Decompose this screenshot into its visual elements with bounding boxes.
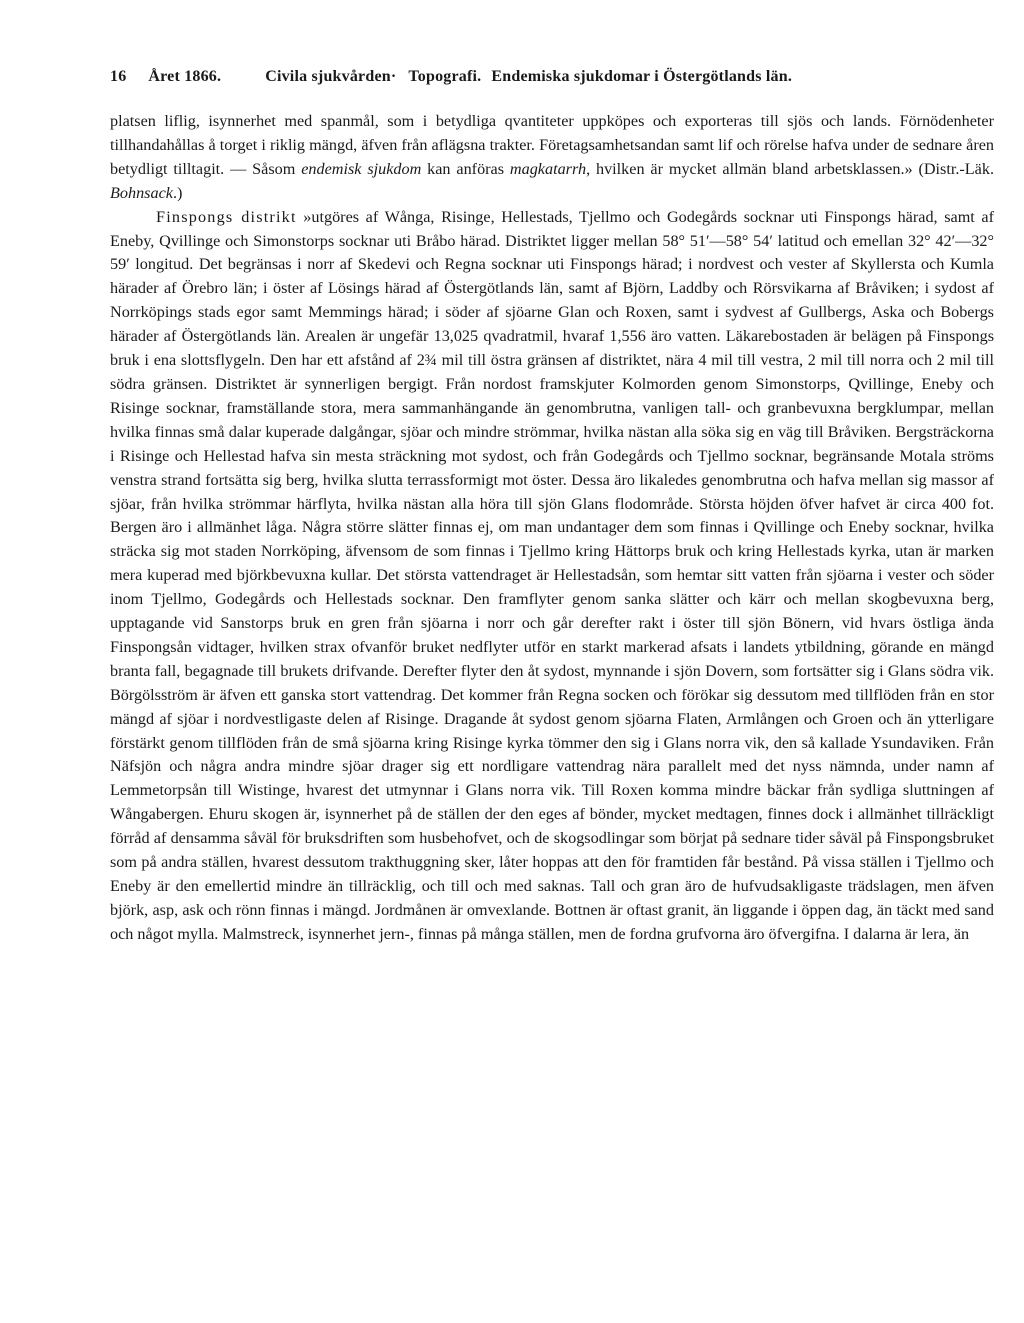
district-heading: Finspongs distrikt — [156, 207, 297, 226]
italic-term: magkatarrh — [509, 159, 587, 178]
running-head-section: Civila sjukvården· — [265, 68, 397, 85]
page — [110, 68, 994, 947]
running-head-topic: Endemiska sjukdomar i Östergötlands län. — [491, 68, 793, 85]
paragraph-norrkoping-continuation — [110, 110, 994, 206]
running-head — [110, 68, 994, 92]
paragraph-text: platsen liflig, isynnerhet med spanmål, som i betydliga qvantiteter uppköpes och exporteras till sjös och lands. Förnödenheter tillhandahållas å torget i riklig mängd, äfven från aflägsna trakter. Företagsamhetsandan samt lif och rörelse hafva under de sednare åren betydligt tilltagit. — Såsom — [110, 112, 994, 178]
paragraph-text: .) — [172, 183, 183, 202]
running-head-subsection: Topografi. — [408, 68, 482, 85]
running-head-year: Året 1866. — [148, 68, 222, 85]
body-text — [110, 110, 994, 947]
paragraph-text: , hvilken är mycket allmän bland arbetsklassen.» (Distr.-Läk. — [586, 159, 994, 178]
paragraph-text: »utgöres af Wånga, Risinge, Hellestads, Tjellmo och Godegårds socknar uti Finspongs härad, samt af Eneby, Qvillinge och Simonstorps socknar uti Bråbo härad. Distriktet ligger mellan 58° 51′—58° 54′ latitud och emellan 32° 42′—32° 59′ longitud. Det begränsas i norr af Skedevi och Regna socknar uti Finspongs härad; i nordvest och vester af Skyllersta och Kumla härader af Örebro län; i öster af Lösings härad af Östergötlands län, samt af Björn, Laddby och Rörsvikarna af Bråviken; i sydost af Norrköpings stads egor samt Memmings härad; i söder af sjöarne Glan och Roxen, samt i sydvest af Gullbergs, Aska och Bobergs härader af Östergötlands län. Arealen är ungefär 13,025 qvadratmil, hvaraf 1,556 äro vatten. Läkarebostaden är belägen på Finspongs bruk i ena slottsflygeln. Den har ett afstånd af 2¾ mil till östra gränsen af distriktet, nära 4 mil till vestra, 2 mil till norra och 2 mil till södra gränsen. Distriktet är synnerligen bergigt. Från nordost framskjuter Kolmorden genom Simonstorps, Qvillinge, Eneby och Risinge socknar, framställande stora, mera sammanhängande än genombrutna, vanligen tall- och granbevuxna bergklumpar, mellan hvilka finnas små dalar kuperade dalgångar, sjöar och mindre strömmar, hvilka nästan alla söka sig en väg till Bråviken. Bergsträckorna i Risinge och Hellestad hafva sin mesta sträckning mot sydost, och från Godegårds och Tjellmo socknar, begränsande Motala ströms venstra strand fortsätta sig berg, hvilka slutta terrassformigt mot öster. Dessa äro likaledes genombrutna och hafva mellan sig massor af sjöar, från hvilka strömmar härflyta, hvilka nästan alla höra till sjön Glans flodområde. Största höjden öfver hafvet är circa 400 fot. Bergen äro i allmänhet låga. Några större slätter finnas ej, om man undantager dem som finnas i Qvillinge och Eneby socknar, hvilka sträcka sig mot staden Norrköping, äfvensom de som finnas i Tjellmo kring Hättorps bruk och kring Hellestads kyrka, utan är marken mera kuperad med björkbevuxna kullar. Det största vattendraget är Hellestadsån, som hemtar sitt vatten från sjöarna i vester och söder inom Tjellmo, Godegårds och Hellestads socknar. Den framflyter genom sanka slätter och kärr och mellan skogbevuxna berg, upptagande vid Sanstorps bruk en gren från sjöarna i norr och går derefter rakt i öster till sjön Bönern, vid hvars östliga ända Finspongsån vidtager, hvilken strax ofvanför bruket nedflyter utför en starkt markerad afsats i landets ytbildning, görande en mängd branta fall, begagnade till brukets drifvande. Derefter flyter den åt sydost, mynnande i sjön Dovern, som fortsätter sig i Glans södra vik. Börgölsström är äfven ett ganska stort vattendrag. Det kommer från Regna socken och förökar sig dessutom med tillflöden från en stor mängd af sjöar i nordvestligaste delen af Risinge. Dragande åt sydost genom sjöarna Flaten, Armlången och Groen och än ytterligare förstärkt genom tillflöden från de små sjöarna kring Risinge kyrka tömmer den sig i Glans norra vik, den så kallade Ysundaviken. Från Näfsjön och några andra mindre sjöar drager sig ett nordligare vattendrag nära parallelt med det nyss nämnda, under namn af Lemmetorpsån till Wistinge, hvarest det utmynnar i Glans norra vik. Till Roxen komma mindre bäckar från sydliga sluttningen af Wångabergen. Ehuru skogen är, isynnerhet på de ställen der den eges af bönder, mycket medtagen, finnes dock i allmänhet tillräckligt förråd af densamma såväl för bruksdriften som husbehofvet, och de skogsodlingar som börjat på sednare tider såväl på Finspongsbruket som på andra ställen, hvarest dessutom trakthuggning sker, låter hoppas att den för framtiden får bestånd. På vissa ställen i Tjellmo och Eneby är den emellertid mindre än tillräcklig, och till och med saknas. Tall och gran äro de hufvudsakligaste trädslagen, men äfven björk, asp, ask och rönn finnas i mängd. Jordmånen är omvexlande. Bottnen är oftast granit, än liggande i öppen dag, än täckt med sand och något mylla. Malmstreck, isynnerhet jern-, finnas på många ställen, men de fordna grufvorna äro öfvergifna. I dalarna är lera, än — [110, 207, 994, 943]
paragraph-text: kan anföras — [421, 159, 510, 178]
page-number: 16 — [110, 68, 127, 85]
italic-term: endemisk sjukdom — [301, 159, 422, 178]
author-name: Bohnsack — [110, 183, 173, 202]
paragraph-finspong-district — [110, 206, 994, 947]
